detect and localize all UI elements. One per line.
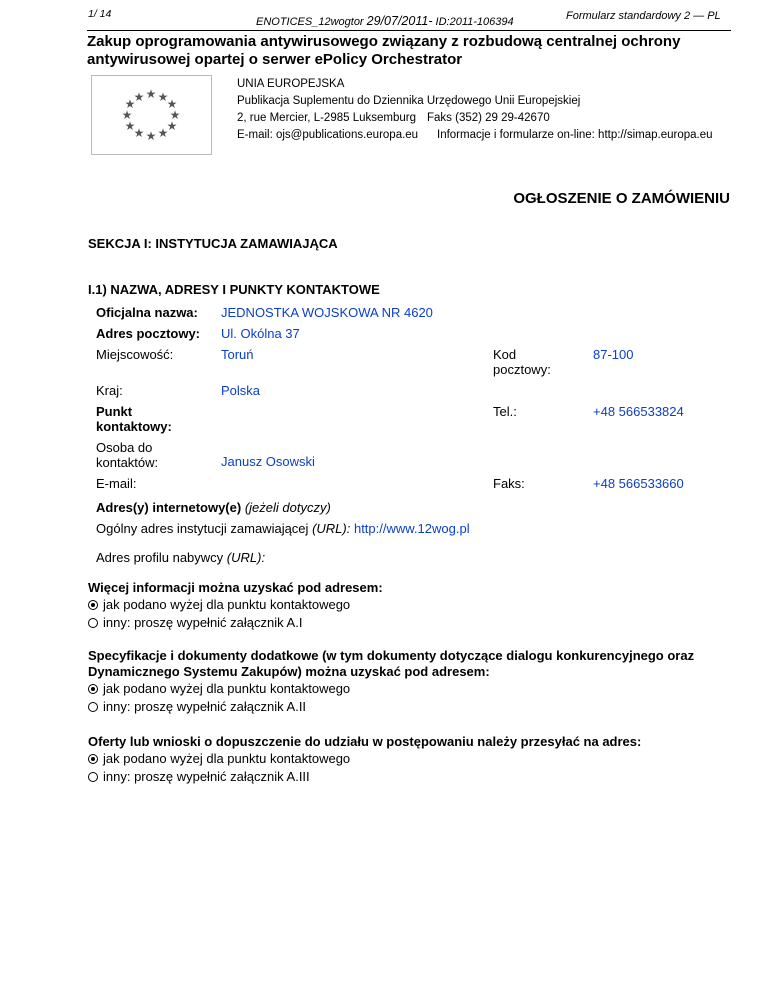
email-label: E-mail: (96, 476, 137, 491)
buyer-profile-row (96, 550, 265, 566)
specs-heading-line-1: Specyfikacje i dokumenty dodatkowe (w tym dokumenty dotyczące dialogu konkurencyjnego oraz (88, 648, 695, 663)
specs-option-1-radio[interactable] (88, 684, 98, 694)
fax-label: Faks: (493, 476, 525, 491)
offers-heading: Oferty lub wnioski o dopuszczenie do udziału w postępowaniu należy przesyłać na adres: (88, 734, 642, 749)
postcode-label-line-2: pocztowy: (493, 362, 551, 377)
specs-heading-line-2: Dynamicznego Systemu Zakupów) można uzyskać pod adresem: (88, 664, 490, 679)
svg-text:★: ★ (133, 90, 145, 104)
official-name-value: JEDNOSTKA WOJSKOWA NR 4620 (221, 305, 433, 320)
buyer-profile-label: Adres profilu nabywcy (96, 550, 224, 565)
notice-date: 29/07/2011 (366, 14, 429, 28)
offers-option-1-radio[interactable] (88, 754, 98, 764)
internet-heading-text: Adres(y) internetowy(e) (96, 500, 242, 515)
offers-option-2-label: inny: proszę wypełnić załącznik A.III (103, 769, 310, 784)
general-address-url-note: (URL): (312, 521, 351, 536)
general-address-label: Ogólny adres instytucji zamawiającej (96, 521, 309, 536)
contact-person-label-line-2: kontaktów: (96, 455, 159, 470)
more-info-option-1-radio[interactable] (88, 600, 98, 610)
notice-title-line-1: Zakup oprogramowania antywirusowego związany z rozbudową centralnej ochrony (87, 33, 681, 50)
offers-option-1-label: jak podano wyżej dla punktu kontaktowego (103, 751, 351, 766)
postal-address-value: Ul. Okólna 37 (221, 326, 300, 341)
contact-person-label-line-1: Osoba do (96, 440, 153, 455)
page-number: 1/ 14 (88, 8, 112, 20)
specs-option-2-radio[interactable] (88, 702, 98, 712)
more-info-option-2-label: inny: proszę wypełnić załącznik A.I (103, 615, 303, 630)
contact-point-label-line-1: Punkt (96, 404, 133, 419)
eu-email: E-mail: ojs@publications.europa.eu (237, 129, 419, 141)
buyer-profile-url-note: (URL): (226, 550, 266, 565)
more-info-option-1-label: jak podano wyżej dla punktu kontaktowego (103, 597, 351, 612)
official-name-label: Oficjalna nazwa: (96, 305, 198, 320)
eu-flag-icon (91, 75, 212, 155)
svg-text:★: ★ (124, 97, 136, 111)
offers-option-2-radio[interactable] (88, 772, 98, 782)
general-address-row (96, 521, 470, 537)
postcode-value: 87-100 (593, 347, 634, 362)
more-info-option-2-radio[interactable] (88, 618, 98, 628)
internet-heading (96, 500, 331, 516)
svg-text:★: ★ (157, 126, 169, 140)
country-label: Kraj: (96, 383, 123, 398)
header-rule (87, 30, 731, 31)
general-address-url[interactable]: http://www.12wog.pl (353, 521, 470, 536)
eu-name: UNIA EUROPEJSKA (237, 78, 345, 90)
internet-heading-note: (jeżeli dotyczy) (244, 500, 331, 515)
form-name: Formularz standardowy 2 — PL (566, 10, 721, 22)
date-separator: - (428, 14, 433, 28)
contact-point-label-line-2: kontaktowy: (96, 419, 172, 434)
eu-publication: Publikacja Suplementu do Dziennika Urzędowego Unii Europejskiej (237, 95, 581, 107)
contact-person-value: Janusz Osowski (221, 454, 315, 469)
svg-text:★: ★ (124, 119, 136, 133)
city-value: Toruń (221, 347, 254, 362)
notice-title-line-2: antywirusowej opartej o serwer ePolicy Orchestrator (87, 51, 463, 68)
svg-text:★: ★ (157, 90, 169, 104)
postal-address-label: Adres pocztowy: (96, 326, 201, 341)
svg-text:★: ★ (145, 87, 157, 101)
eu-fax: Faks (352) 29 29-42670 (427, 112, 550, 124)
notice-type-title: OGŁOSZENIE O ZAMÓWIENIU (513, 190, 730, 207)
subsection-title: I.1) NAZWA, ADRESY I PUNKTY KONTAKTOWE (88, 282, 380, 297)
city-label: Miejscowość: (96, 347, 174, 362)
svg-text:★: ★ (133, 126, 145, 140)
enotices-code: ENOTICES_12wogtor (256, 16, 364, 28)
country-value: Polska (221, 383, 261, 398)
specs-option-2-label: inny: proszę wypełnić załącznik A.II (103, 699, 307, 714)
svg-text:★: ★ (121, 108, 133, 122)
notice-id: ID:2011-106394 (435, 16, 514, 28)
eu-address: 2, rue Mercier, L-2985 Luksemburg (237, 112, 416, 124)
fax-value: +48 566533660 (593, 476, 684, 491)
specs-option-1-label: jak podano wyżej dla punktu kontaktowego (103, 681, 351, 696)
section-title: SEKCJA I: INSTYTUCJA ZAMAWIAJĄCA (88, 236, 338, 251)
notice-reference (256, 14, 514, 28)
svg-text:★: ★ (166, 97, 178, 111)
tel-label: Tel.: (493, 404, 517, 419)
tel-value: +48 566533824 (593, 404, 684, 419)
svg-text:★: ★ (145, 129, 157, 143)
eu-info: Informacje i formularze on-line: http://simap.europa.eu (437, 129, 713, 141)
postcode-label-line-1: Kod (493, 347, 517, 362)
more-info-heading: Więcej informacji można uzyskać pod adresem: (88, 580, 383, 595)
svg-text:★: ★ (169, 108, 181, 122)
svg-text:★: ★ (166, 119, 178, 133)
